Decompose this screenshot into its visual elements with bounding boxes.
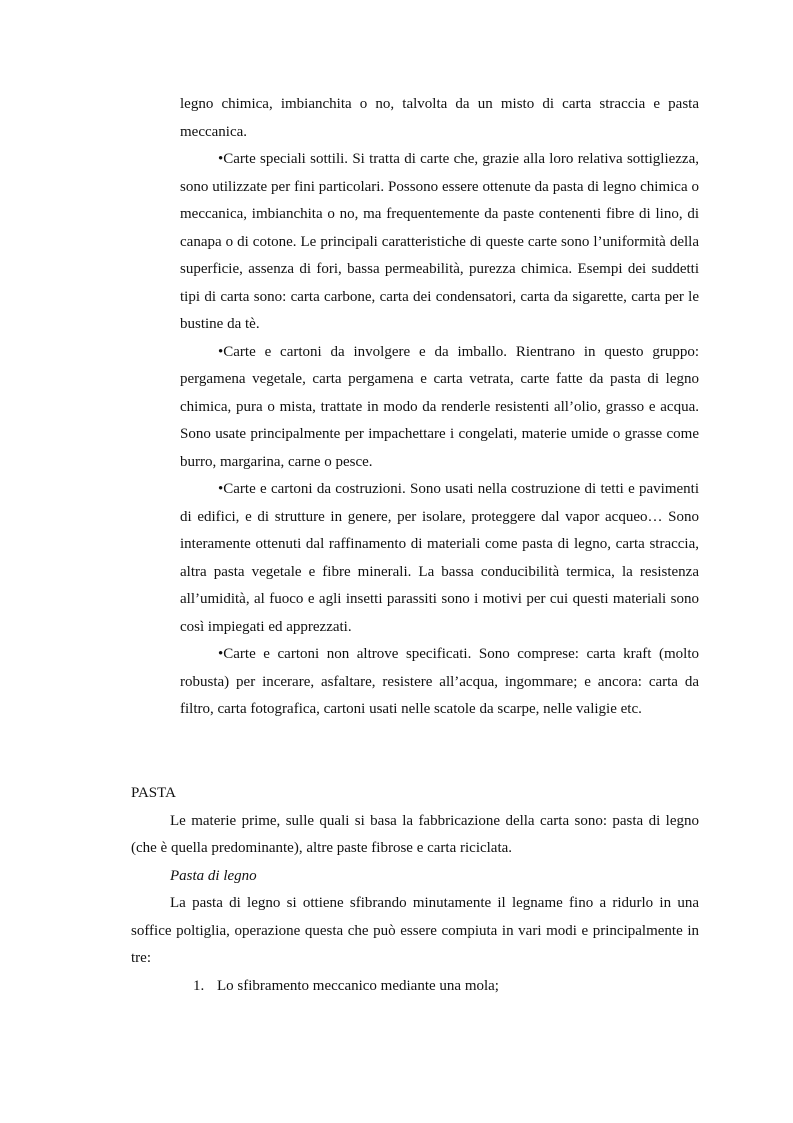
bullet-icon: • <box>218 151 224 167</box>
pasta-section <box>131 780 699 1000</box>
list-item-other-papers <box>180 641 699 724</box>
section-subheading: Pasta di legno <box>170 867 257 884</box>
list-item-wrapping-papers <box>180 339 699 477</box>
item-text: Carte e cartoni da costruzioni. Sono usati nella costruzione di tetti e pavimenti di edifici, e di strutture in genere, per isolare, proteggere dal vapor acqueo… Sono interamente ottenuti dal raffinamento di materiali come pasta di legno, carta straccia, altra pasta vegetale e fibre minerali. La bassa conducibilità termica, la resistenza all’umidità, al fuoco e agli insetti parassiti sono i motivi per cui questi materiali sono così impiegati ed apprezzati. <box>180 481 699 635</box>
continued-paragraph: legno chimica, imbianchita o no, talvolta da un misto di carta straccia e pasta meccanica. <box>180 96 699 140</box>
item-list-block <box>180 91 699 724</box>
section-paragraph: La pasta di legno si ottiene sfibrando minutamente il legname fino a ridurlo in una soffice poltiglia, operazione questa che può essere compiuta in vari modi e principalmente in tre: <box>131 895 699 966</box>
bullet-icon: • <box>218 481 224 497</box>
item-text: Carte e cartoni da involgere e da imballo. Rientrano in questo gruppo: pergamena vegetale, carta pergamena e carta vetrata, carte fatte da pasta di legno chimica, pura o mista, trattate in modo da renderle resistenti all’olio, grasso e acqua. Sono usate principalmente per impachettare i congelati, materie umide o grasse come burro, margarina, carne o pesce. <box>180 343 699 470</box>
item-text: Carte speciali sottili. Si tratta di carte che, grazie alla loro relativa sottigliezza, sono utilizzate per fini particolari. Possono essere ottenute da pasta di legno chimica o meccanica, imbianchita o no, ma frequentemente da paste contenenti fibre di lino, di canapa o di cotone. Le principali caratteristiche di queste carte sono l’uniformità della superficie, assenza di fori, bassa permeabilità, purezza chimica. Esempi dei suddetti tipi di carta sono: carta carbone, carta dei condensatori, carta da sigarette, carta per le bustine da tè. <box>180 151 699 332</box>
list-item-text: Lo sfibramento meccanico mediante una mola; <box>217 977 499 994</box>
bullet-icon: • <box>218 343 224 360</box>
section-intro: Le materie prime, sulle quali si basa la fabbricazione della carta sono: pasta di legno (che è quella predominante), altre paste fibrose e carta riciclata. <box>131 812 699 856</box>
item-text: Carte e cartoni non altrove specificati. Sono comprese: carta kraft (molto robusta) per incerare, asfaltare, resistere all’acqua, ingommare; e ancora: carta da filtro, carta fotografica, cartoni usati nelle scatole da scarpe, nelle valigie etc. <box>180 646 699 717</box>
bullet-icon: • <box>218 646 224 662</box>
list-item-thin-papers <box>180 146 699 339</box>
list-item-construction-papers <box>180 476 699 641</box>
numbered-list-item <box>131 973 699 1001</box>
section-heading: PASTA <box>131 785 176 801</box>
list-number: 1. <box>193 977 205 994</box>
